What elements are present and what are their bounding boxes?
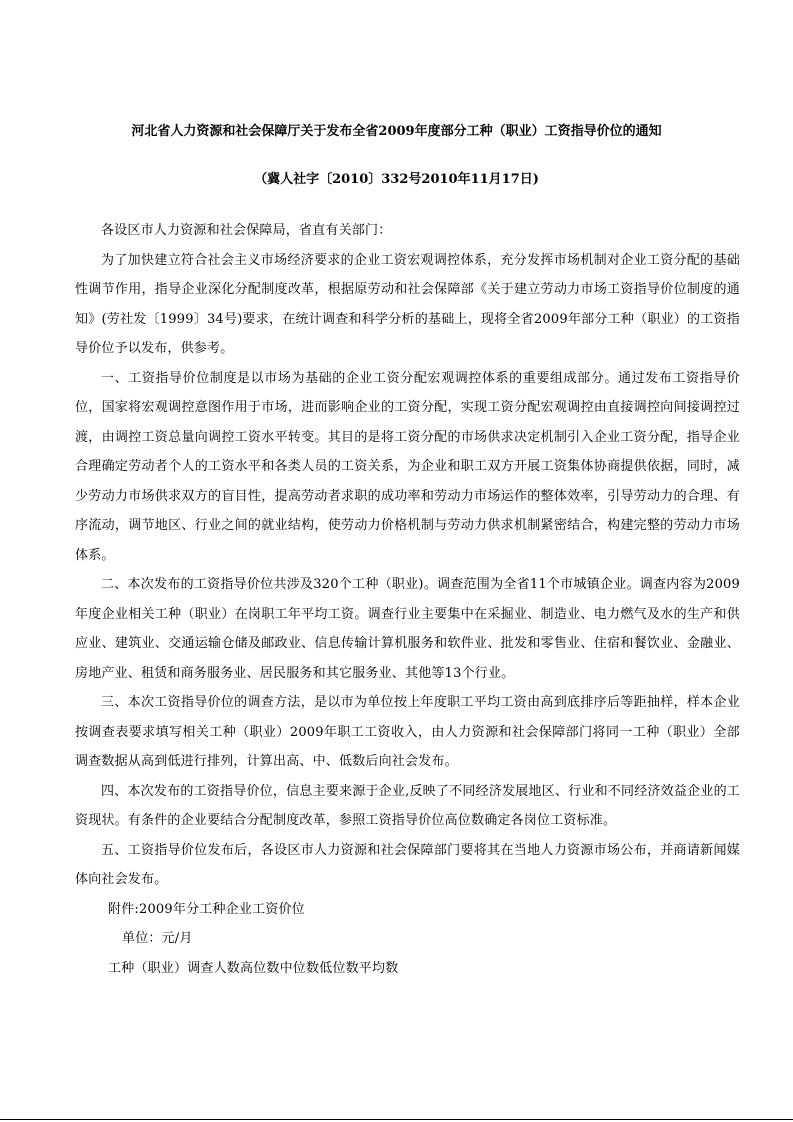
paragraph-2: 二、本次发布的工资指导价位共涉及320个工种（职业)。调查范围为全省11个市城镇企业。调查内容为2009年度企业相关工种（职业）在岗职工年平均工资。调查行业主要集中在采掘业、制造业、电力燃气及水的生产和供应业、建筑业、交通运输仓储及邮政业、信息传输计算机服务和软件业、批发和零售业、住宿和餐饮业、金融业、房地产业、租赁和商务服务业、居民服务和其它服务业、其他等13个行业。	[75, 577, 740, 681]
unit-line: 单位：元/月	[122, 931, 193, 946]
paragraph-5: 五、工资指导价位发布后，各设区市人力资源和社会保障部门要将其在当地人力资源市场公布，并商请新闻媒体向社会发布。	[75, 842, 740, 887]
table-header-line: 工种（职业）调查人数高位数中位数低位数平均数	[108, 960, 399, 976]
salutation: 各设区市人力资源和社会保障局，省直有关部门：	[101, 223, 392, 238]
attachment-line: 附件:2009年分工种企业工资价位	[108, 901, 305, 917]
document-body	[75, 204, 740, 983]
paragraph-4: 四、本次发布的工资指导价位，信息主要来源于企业,反映了不同经济发展地区、行业和不同经济效益企业的工资现状。有条件的企业要结合分配制度改革，参照工资指导价位高位数确定各岗位工资标准。	[75, 783, 740, 828]
paragraph-1: 一、工资指导价位制度是以市场为基础的企业工资分配宏观调控体系的重要组成部分。通过发布工资指导价位，国家将宏观调控意图作用于市场，进而影响企业的工资分配，实现工资分配宏观调控由直接调控向间接调控过渡，由调控工资总量向调控工资水平转变。其目的是将工资分配的市场供求决定机制引入企业工资分配，指导企业合理确定劳动者个人的工资水平和各类人员的工资关系，为企业和职工双方开展工资集体协商提供依据，同时，减少劳动力市场供求双方的盲目性，提高劳动者求职的成功率和劳动力市场运作的整体效率，引导劳动力的合理、有序流动，调节地区、行业之间的就业结构，使劳动力价格机制与劳动力供求机制紧密结合，构建完整的劳动力市场体系。	[75, 370, 740, 563]
paragraph-3: 三、本次工资指导价位的调查方法，是以市为单位按上年度职工平均工资由高到底排序后等距抽样，样本企业按调查表要求填写相关工种（职业）2009年职工工资收入，由人力资源和社会保障部门将同一工种（职业）全部调查数据从高到低进行排列，计算出高、中、低数后向社会发布。	[75, 695, 740, 769]
page-bottom-rule	[0, 1119, 793, 1120]
document-title: 河北省人力资源和社会保障厅关于发布全省2009年度部分工种（职业）工资指导价位的通知	[131, 124, 662, 139]
document-subtitle: （冀人社字〔2010〕332号2010年11月17日)	[254, 172, 539, 187]
paragraph-intro: 为了加快建立符合社会主义市场经济要求的企业工资宏观调控体系，充分发挥市场机制对企业工资分配的基础性调节作用，指导企业深化分配制度改革，根据原劳动和社会保障部《关于建立劳动力市场工资指导价位制度的通知》(劳社发〔1999〕34号)要求，在统计调查和科学分析的基础上，现将全省2009年部分工种（职业）的工资指导价位予以发布，供参考。	[75, 252, 740, 356]
